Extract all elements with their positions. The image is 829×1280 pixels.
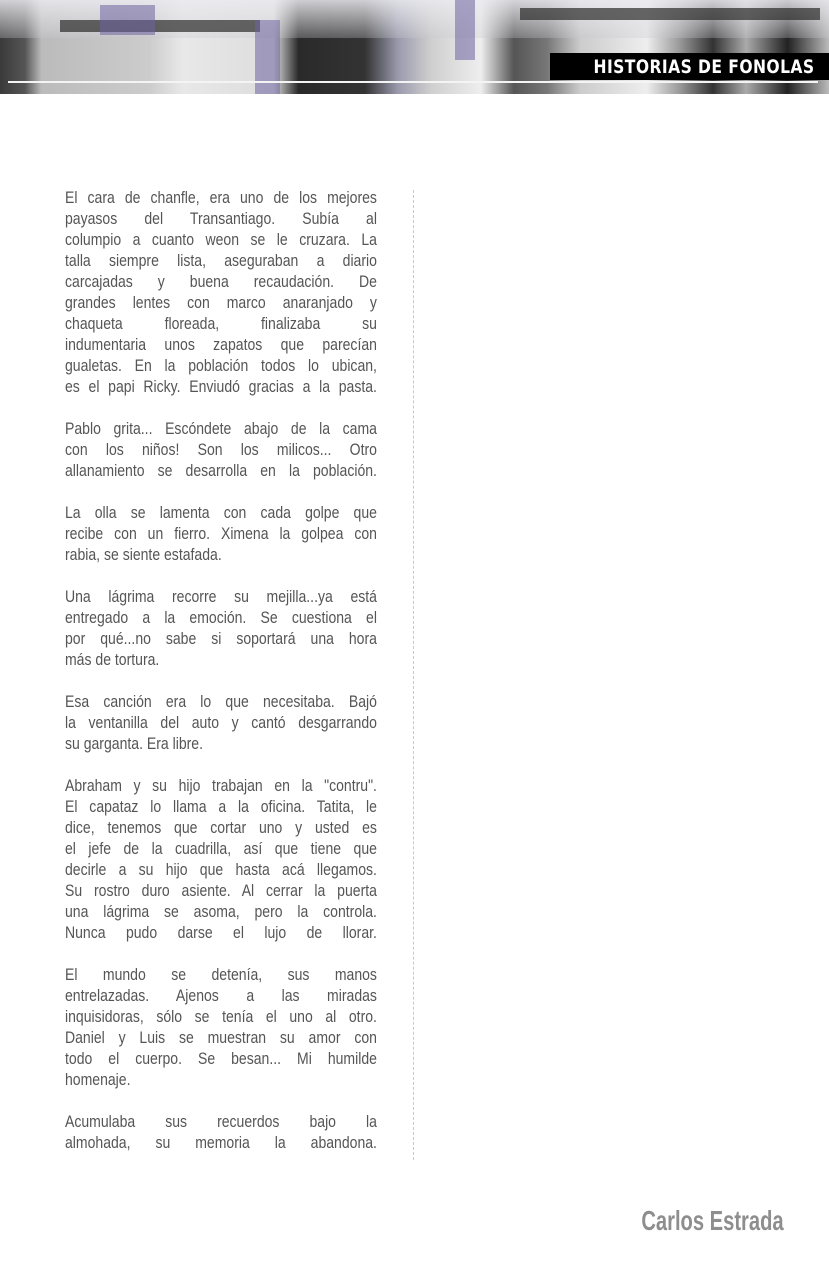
paragraph-line: por qué...no sabe si soportará una hora: [65, 630, 377, 648]
paragraph-line: una lágrima se asoma, pero la controla.: [65, 903, 377, 921]
paragraph-line: homenaje.: [65, 1071, 131, 1089]
paragraph-line: El mundo se detenía, sus manos: [65, 966, 377, 984]
story-paragraph: [65, 419, 377, 482]
story-paragraph: [65, 503, 377, 566]
story-paragraph: [65, 965, 377, 1091]
header-rule: [8, 81, 818, 83]
header-photo-roof: [60, 20, 260, 32]
paragraph-line: es el papi Ricky. Enviudó gracias a la pasta.: [65, 378, 377, 396]
paragraph-line: Nunca pudo darse el lujo de llorar.: [65, 924, 377, 942]
paragraph-line: con los niños! Son los milicos... Otro: [65, 441, 377, 459]
paragraph-line: columpio a cuanto weon se le cruzara. La: [65, 231, 377, 249]
paragraph-line: decirle a su hijo que hasta acá llegamos.: [65, 861, 377, 879]
story-column: [65, 188, 377, 1175]
paragraph-line: más de tortura.: [65, 651, 160, 669]
paragraph-line: entrelazadas. Ajenos a las miradas: [65, 987, 377, 1005]
paragraph-line: dice, tenemos que cortar uno y usted es: [65, 819, 377, 837]
paragraph-line: indumentaria unos zapatos que parecían: [65, 336, 377, 354]
paragraph-line: entregado a la emoción. Se cuestiona el: [65, 609, 377, 627]
paragraph-line: rabia, se siente estafada.: [65, 546, 222, 564]
paragraph-line: gualetas. En la población todos lo ubican,: [65, 357, 377, 375]
paragraph-line: chaqueta floreada, finalizaba su: [65, 315, 377, 333]
header-photo-tint: [100, 5, 155, 35]
paragraph-line: talla siempre lista, aseguraban a diario: [65, 252, 377, 270]
paragraph-line: almohada, su memoria la abandona.: [65, 1134, 377, 1152]
paragraph-line: el jefe de la cuadrilla, así que tiene que: [65, 840, 377, 858]
paragraph-line: su garganta. Era libre.: [65, 735, 203, 753]
paragraph-line: Su rostro duro asiente. Al cerrar la puerta: [65, 882, 377, 900]
paragraph-line: la ventanilla del auto y cantó desgarrando: [65, 714, 377, 732]
section-title-banner: [550, 53, 829, 80]
paragraph-line: Una lágrima recorre su mejilla...ya está: [65, 588, 377, 606]
paragraph-line: grandes lentes con marco anaranjado y: [65, 294, 377, 312]
column-divider: [413, 190, 414, 1160]
section-title: HISTORIAS DE FONOLAS: [593, 56, 815, 78]
story-paragraph: [65, 587, 377, 671]
paragraph-line: recibe con un fierro. Ximena la golpea con: [65, 525, 377, 543]
paragraph-line: allanamiento se desarrolla en la población.: [65, 462, 377, 480]
paragraph-line: Pablo grita... Escóndete abajo de la cama: [65, 420, 377, 438]
paragraph-line: payasos del Transantiago. Subía al: [65, 210, 377, 228]
paragraph-line: Daniel y Luis se muestran su amor con: [65, 1029, 377, 1047]
story-paragraph: [65, 776, 377, 944]
header-photo-banner: [0, 0, 829, 94]
story-paragraph: [65, 1112, 377, 1154]
story-paragraph: [65, 692, 377, 755]
paragraph-line: Acumulaba sus recuerdos bajo la: [65, 1113, 377, 1131]
author-name: Carlos Estrada: [641, 1205, 784, 1236]
paragraph-line: Abraham y su hijo trabajan en la "contru".: [65, 777, 377, 795]
paragraph-line: Esa canción era lo que necesitaba. Bajó: [65, 693, 377, 711]
paragraph-line: carcajadas y buena recaudación. De: [65, 273, 377, 291]
paragraph-line: todo el cuerpo. Se besan... Mi humilde: [65, 1050, 377, 1068]
story-paragraph: [65, 188, 377, 398]
paragraph-line: El capataz lo llama a la oficina. Tatita, le: [65, 798, 377, 816]
paragraph-line: inquisidoras, sólo se tenía el uno al otro.: [65, 1008, 377, 1026]
paragraph-line: El cara de chanfle, era uno de los mejores: [65, 189, 377, 207]
paragraph-line: La olla se lamenta con cada golpe que: [65, 504, 377, 522]
header-photo-roof: [520, 8, 820, 20]
header-photo-tint: [455, 0, 475, 60]
